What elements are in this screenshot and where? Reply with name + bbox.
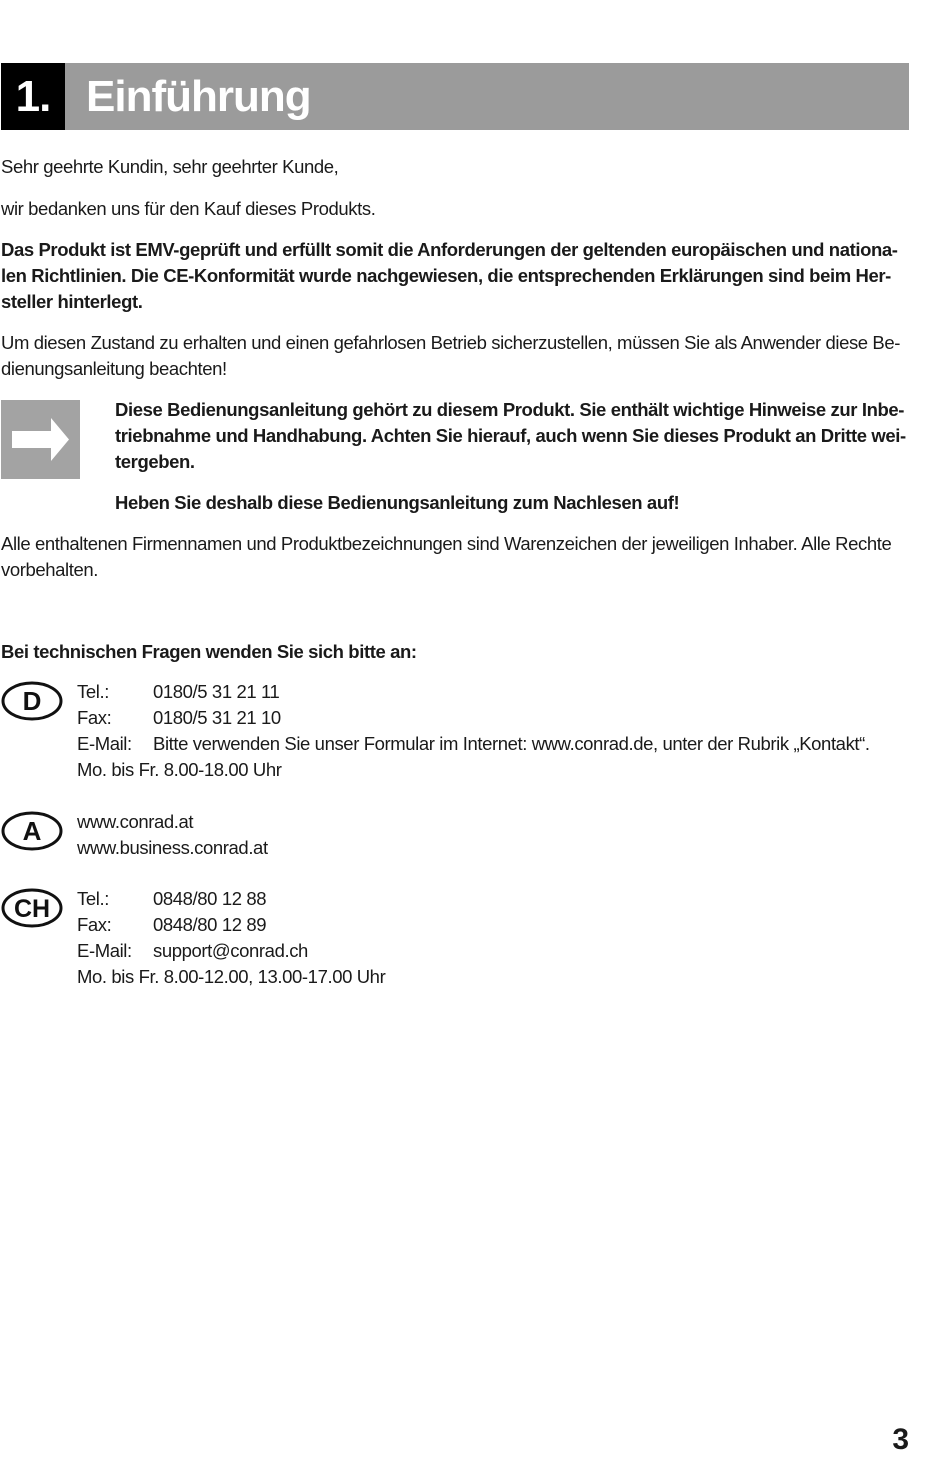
trademark-line-2: vorbehalten. bbox=[1, 559, 99, 580]
fax-value: 0180/5 31 21 10 bbox=[153, 707, 281, 728]
austria-web-1: www.conrad.at bbox=[77, 811, 194, 832]
switzerland-fax bbox=[77, 912, 266, 938]
emv-paragraph-line-2: len Richtlinien. Die CE-Konformität wurde nachgewiesen, die entsprechenden Erklärungen sind beim Her- bbox=[1, 265, 891, 286]
fax-label: Fax: bbox=[77, 707, 112, 728]
switzerland-hours: Mo. bis Fr. 8.00-12.00, 13.00-17.00 Uhr bbox=[77, 966, 386, 987]
svg-text:CH: CH bbox=[13, 895, 51, 923]
switzerland-email bbox=[77, 938, 308, 964]
trademark-line-1: Alle enthaltenen Firmennamen und Produktbezeichnungen sind Warenzeichen der jeweiligen Inhaber. Alle Rechte bbox=[1, 533, 892, 554]
fax-value: 0848/80 12 89 bbox=[153, 914, 267, 935]
email-label: E-Mail: bbox=[77, 733, 132, 754]
tel-value: 0848/80 12 88 bbox=[153, 888, 267, 909]
tel-value: 0180/5 31 21 11 bbox=[153, 681, 280, 702]
emv-paragraph-line-1: Das Produkt ist EMV-geprüft und erfüllt somit die Anforderungen der geltenden europäischen und nationa- bbox=[1, 239, 898, 260]
email-value: support@conrad.ch bbox=[153, 940, 308, 961]
section-title: Einführung bbox=[86, 72, 311, 121]
tel-label: Tel.: bbox=[77, 888, 109, 909]
notice-keep-text: Heben Sie deshalb diese Bedienungsanleitung zum Nachlesen auf! bbox=[115, 492, 680, 513]
notice-line-2: triebnahme und Handhabung. Achten Sie hierauf, auch wenn Sie dieses Produkt an Dritte wei- bbox=[115, 425, 906, 446]
support-heading: Bei technischen Fragen wenden Sie sich bitte an: bbox=[1, 641, 417, 662]
section-header bbox=[1, 63, 909, 130]
notice-line-3: tergeben. bbox=[115, 451, 195, 472]
svg-text:A: A bbox=[22, 816, 42, 846]
germany-fax bbox=[77, 705, 281, 731]
condition-paragraph-line-2: dienungsanleitung beachten! bbox=[1, 358, 227, 379]
condition-paragraph-line-1: Um diesen Zustand zu erhalten und einen gefahrlosen Betrieb sicherzustellen, müssen Sie als Anwender diese Be- bbox=[1, 332, 901, 353]
email-label: E-Mail: bbox=[77, 940, 132, 961]
germany-hours: Mo. bis Fr. 8.00-18.00 Uhr bbox=[77, 759, 282, 780]
thanks-text: wir bedanken uns für den Kauf dieses Produkts. bbox=[1, 198, 376, 219]
country-badge-ch bbox=[1, 888, 63, 928]
greeting: Sehr geehrte Kundin, sehr geehrter Kunde, bbox=[1, 156, 339, 177]
section-number: 1. bbox=[1, 63, 65, 130]
notice-line-1: Diese Bedienungsanleitung gehört zu diesem Produkt. Sie enthält wichtige Hinweise zur Inbe- bbox=[115, 399, 905, 420]
arrow-right-icon bbox=[1, 400, 80, 479]
tel-label: Tel.: bbox=[77, 681, 109, 702]
email-value: Bitte verwenden Sie unser Formular im Internet: www.conrad.de, unter der Rubrik „Kontakt“. bbox=[153, 733, 870, 754]
emv-paragraph-line-3: steller hinterlegt. bbox=[1, 291, 143, 312]
germany-tel bbox=[77, 679, 279, 705]
fax-label: Fax: bbox=[77, 914, 112, 935]
page-number: 3 bbox=[892, 1423, 909, 1456]
austria-web-2: www.business.conrad.at bbox=[77, 837, 268, 858]
country-badge-a bbox=[1, 811, 63, 851]
switzerland-tel bbox=[77, 886, 266, 912]
country-badge-d bbox=[1, 681, 63, 721]
germany-email bbox=[77, 731, 870, 757]
svg-text:D: D bbox=[22, 686, 42, 716]
